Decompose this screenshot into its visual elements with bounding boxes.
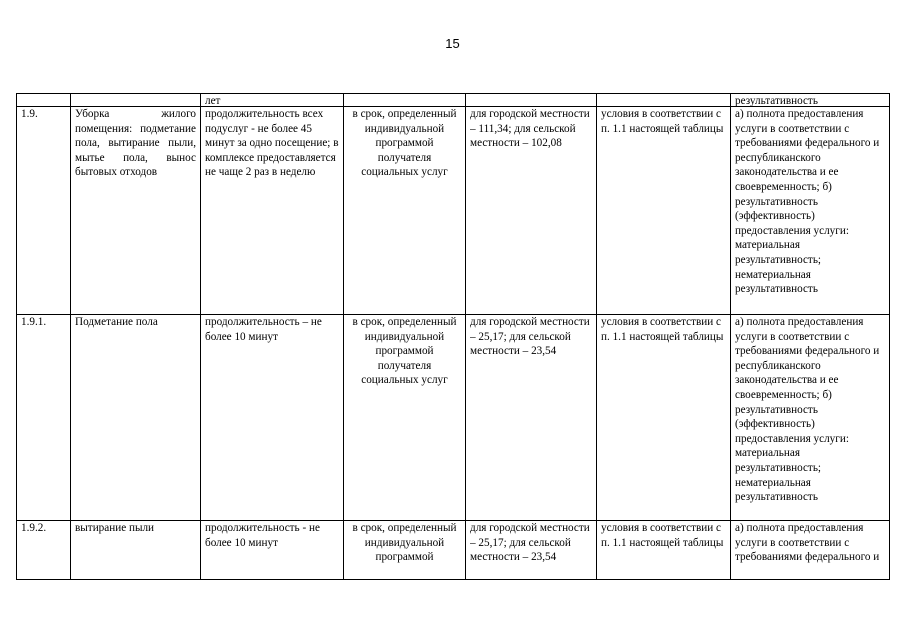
table-cell (597, 94, 731, 107)
table-cell: лет (201, 94, 344, 107)
service-indicators: а) полнота предоставления услуги в соответствии с требованиями федерального и республиканского законодательства и ее своевременность; б) результативность (эффективность) предоставления услуги: материальная результативность; нематериальная результативность (731, 315, 890, 521)
table-row (17, 94, 890, 107)
service-conditions: условия в соответствии с п. 1.1 настоящей таблицы (597, 521, 731, 580)
row-number: 1.9. (17, 107, 71, 315)
service-duration: продолжительность - не более 10 минут (201, 521, 344, 580)
row-number: 1.9.1. (17, 315, 71, 521)
service-duration: продолжительность – не более 10 минут (201, 315, 344, 521)
service-price: для городской местности – 111,34; для сельской местности – 102,08 (466, 107, 597, 315)
table-cell (17, 94, 71, 107)
row-number: 1.9.2. (17, 521, 71, 580)
table-row (17, 315, 890, 521)
service-term: в срок, определенный индивидуальной программой (344, 521, 466, 580)
table-cell (466, 94, 597, 107)
service-term: в срок, определенный индивидуальной программой получателя социальных услуг (344, 315, 466, 521)
service-name: Уборка жилого помещения: подметание пола, вытирание пыли, мытье пола, вынос бытовых отходов (71, 107, 201, 315)
service-price: для городской местности – 25,17; для сельской местности – 23,54 (466, 315, 597, 521)
table-row (17, 107, 890, 315)
table-row (17, 521, 890, 580)
page-number: 15 (445, 36, 460, 51)
table-cell: результативность (731, 94, 890, 107)
service-price: для городской местности – 25,17; для сельской местности – 23,54 (466, 521, 597, 580)
service-conditions: условия в соответствии с п. 1.1 настоящей таблицы (597, 315, 731, 521)
service-name: Подметание пола (71, 315, 201, 521)
service-name: вытирание пыли (71, 521, 201, 580)
service-term: в срок, определенный индивидуальной программой получателя социальных услуг (344, 107, 466, 315)
service-conditions: условия в соответствии с п. 1.1 настоящей таблицы (597, 107, 731, 315)
table-cell (344, 94, 466, 107)
service-indicators: а) полнота предоставления услуги в соответствии с требованиями федерального и (731, 521, 890, 580)
service-indicators: а) полнота предоставления услуги в соответствии с требованиями федерального и республиканского законодательства и ее своевременность; б) результативность (эффективность) предоставления услуги: материальная результативность; нематериальная результативность (731, 107, 890, 315)
services-table (16, 93, 890, 580)
table-cell (71, 94, 201, 107)
service-duration: продолжительность всех подуслуг - не более 45 минут за одно посещение; в комплексе предоставляется не чаще 2 раз в неделю (201, 107, 344, 315)
